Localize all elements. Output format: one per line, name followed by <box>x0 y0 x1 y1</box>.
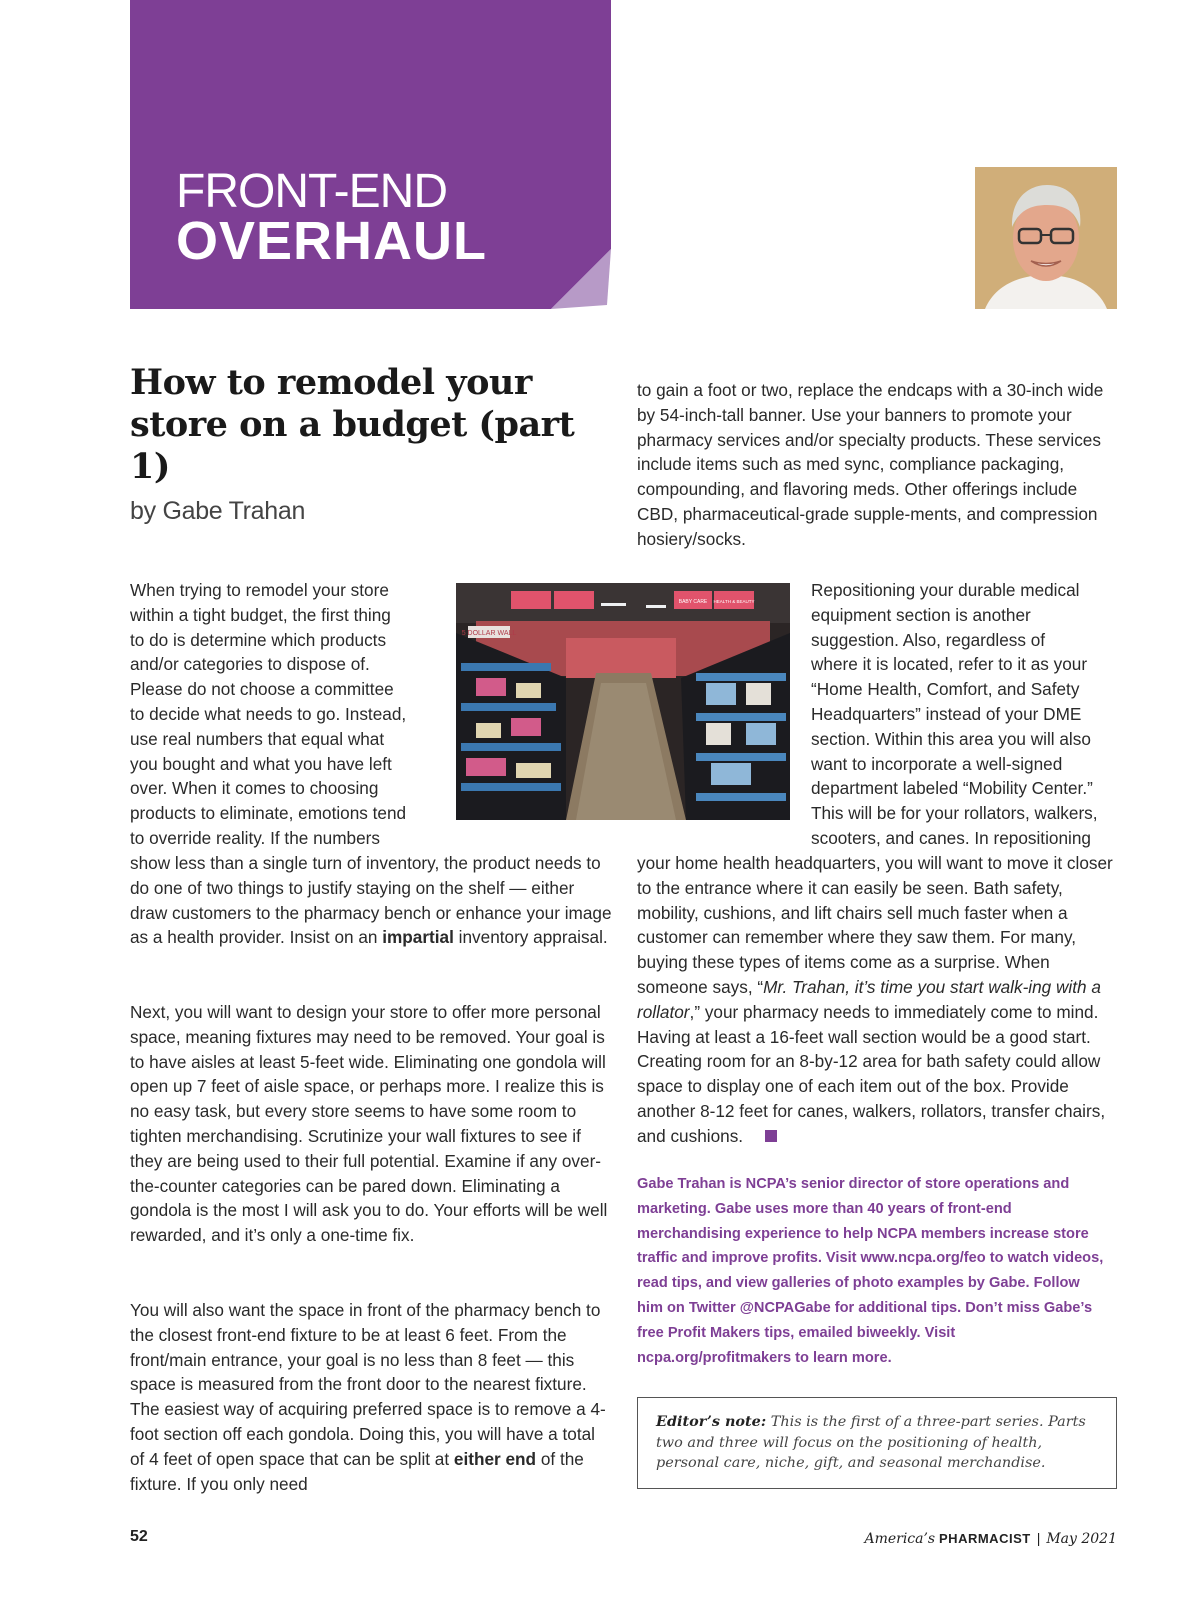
text-line: suggestion. Also, regardless of <box>811 629 1046 650</box>
store-sign-baby-care: BABY CARE <box>678 599 708 605</box>
editors-note-box <box>637 1397 1117 1489</box>
magazine-name-bold: PHARMACIST <box>939 1531 1031 1546</box>
text-line: over. When it comes to choosing <box>130 778 379 799</box>
text-line: equipment section is another <box>811 604 1031 625</box>
section-title <box>176 165 488 271</box>
text-line: This will be for your rollators, walkers, <box>811 803 1098 824</box>
article-headline: How to remodel your store on a budget (part 1) <box>130 362 575 487</box>
text-line: department labeled “Mobility Center.” <box>811 778 1093 799</box>
paragraph-right-1: to gain a foot or two, replace the endcaps with a 30-inch wide by 54-inch-tall banner. Use your banners to promote your pharmacy services and/or specialty products. These services include items such as med sync, compliance packaging, compounding, and flavoring meds. Other offerings include CBD, pharmaceutical-grade supple-ments, and compression hosiery/socks. <box>637 380 1104 549</box>
end-of-article-mark <box>765 1130 777 1142</box>
bold-text: impartial <box>382 927 454 948</box>
page-number: 52 <box>130 1528 148 1545</box>
store-aisle-photo <box>456 583 790 820</box>
text-line: section. Within this area you will also <box>811 728 1091 749</box>
text-line: to decide what needs to go. Instead, <box>130 703 407 724</box>
text-span: You will also want the space in front of the pharmacy bench to the closest front-end fixture to be at least 6 feet. From the front/main entrance, your goal is no less than 8 feet — this space is measured from the front door to the nearest fixture. The easiest way of acquiring preferred space is to remove a 4-foot section off each gondola. Doing this, you will have a total of 4 feet of open space that can be split at <box>130 1300 606 1469</box>
text-line: to override reality. If the numbers <box>130 827 380 848</box>
text-span: inventory appraisal. <box>453 927 608 948</box>
text-line: and/or categories to dispose of. <box>130 654 370 675</box>
byline: by Gabe Trahan <box>130 497 306 525</box>
editors-note-label: Editor’s note: <box>656 1413 767 1430</box>
section-title-line2: OVERHAUL <box>176 211 488 271</box>
text-line: Headquarters” instead of your DME <box>811 703 1082 724</box>
bold-text: either end <box>453 1448 537 1469</box>
text-line: use real numbers that equal what <box>130 728 385 749</box>
text-line: where it is located, refer to it as your <box>811 654 1088 675</box>
text-line: scooters, and canes. In repositioning <box>811 827 1091 848</box>
quote-text: Mr. Trahan, it’s time you start walk-ing with a rollator <box>637 976 1101 1022</box>
editors-note-text: This is the first of a three-part series. Parts two and three will focus on the positioning of health, personal care, niche, gift, and seasonal merchandise. <box>656 1414 1086 1471</box>
text-span: show less than a single turn of inventory, the product needs to do one of two things to justify staying on the shelf — either draw customers to the pharmacy bench or enhance your image as a health provider. Insist on an <box>130 853 612 948</box>
section-title-line1: FRONT-END <box>176 165 447 218</box>
text-span: your home health headquarters, you will want to move it closer to the entrance where it can easily be seen. Bath safety, mobility, cushions, and lift chairs sell much faster when a customer can remember where they saw them. For many, buying these types of items come as a surprise. When someone says, “ <box>637 853 1113 997</box>
text-line: Please do not choose a committee <box>130 679 394 700</box>
author-bio: Gabe Trahan is NCPA’s senior director of store operations and marketing. Gabe uses more than 40 years of front-end merchandising experience to help NCPA members increase store traffic and improve profits. Visit www.ncpa.org/feo to watch videos, read tips, and view galleries of photo examples by Gabe. Follow him on Twitter @NCPAGabe for additional tips. Don’t miss Gabe’s free Profit Makers tips, emailed biweekly. Visit ncpa.org/profitmakers to learn more. <box>637 1176 1104 1366</box>
paragraph-left-1-wide <box>130 851 612 950</box>
page-fold-corner <box>551 249 611 309</box>
text-line: When trying to remodel your store <box>130 580 389 600</box>
store-sign-health-beauty: HEALTH & BEAUTY <box>713 599 755 604</box>
magazine-name-italic: America’s <box>864 1531 936 1547</box>
text-line: products to eliminate, emotions tend <box>130 803 407 824</box>
text-line: want to incorporate a well-signed <box>811 753 1063 774</box>
text-line: Repositioning your durable medical <box>811 580 1080 600</box>
text-span: of the fixture. If you only need <box>130 1448 584 1494</box>
editors-note <box>656 1412 1106 1474</box>
text-line: “Home Health, Comfort, and Safety <box>811 679 1080 700</box>
footer-separator: | <box>1036 1530 1041 1546</box>
paragraph-right-2-narrow <box>811 578 1131 851</box>
text-line: to do is determine which products <box>130 629 387 650</box>
author-portrait <box>975 167 1117 309</box>
magazine-footer <box>864 1530 1117 1547</box>
issue-date: May 2021 <box>1046 1531 1117 1547</box>
text-span: ,” your pharmacy needs to immediately come to mind. Having at least a 16-feet wall section would be a good start. Creating room for an 8-by-12 area for bath safety could allow space to display one of each item out of the box. Provide another 8-12 feet for canes, walkers, rollators, transfer chairs, and cushions. <box>637 1001 1106 1146</box>
paragraph-right-2-wide <box>637 851 1120 1149</box>
text-line: within a tight budget, the first thing <box>130 604 391 625</box>
store-sign-dollar-wall: 5 DOLLAR WALL <box>461 630 517 637</box>
text-line: you bought and what you have left <box>130 753 392 774</box>
paragraph-left-2: Next, you will want to design your store to offer more personal space, meaning fixtures may need to be removed. Your goal is to have aisles at least 5-feet wide. Eliminating one gondola will open up 7 feet of aisle space, or perhaps more. I realize this is no easy task, but every store seems to have some room to tighten merchandising. Scrutinize your wall fixtures to see if they are being used to their full potential. Examine if any over-the-counter categories can be pared down. Eliminating a gondola is the most I will ask you to do. Your efforts will be well rewarded, and it’s only a one-time fix. <box>130 1002 608 1246</box>
paragraph-left-3 <box>130 1298 612 1496</box>
